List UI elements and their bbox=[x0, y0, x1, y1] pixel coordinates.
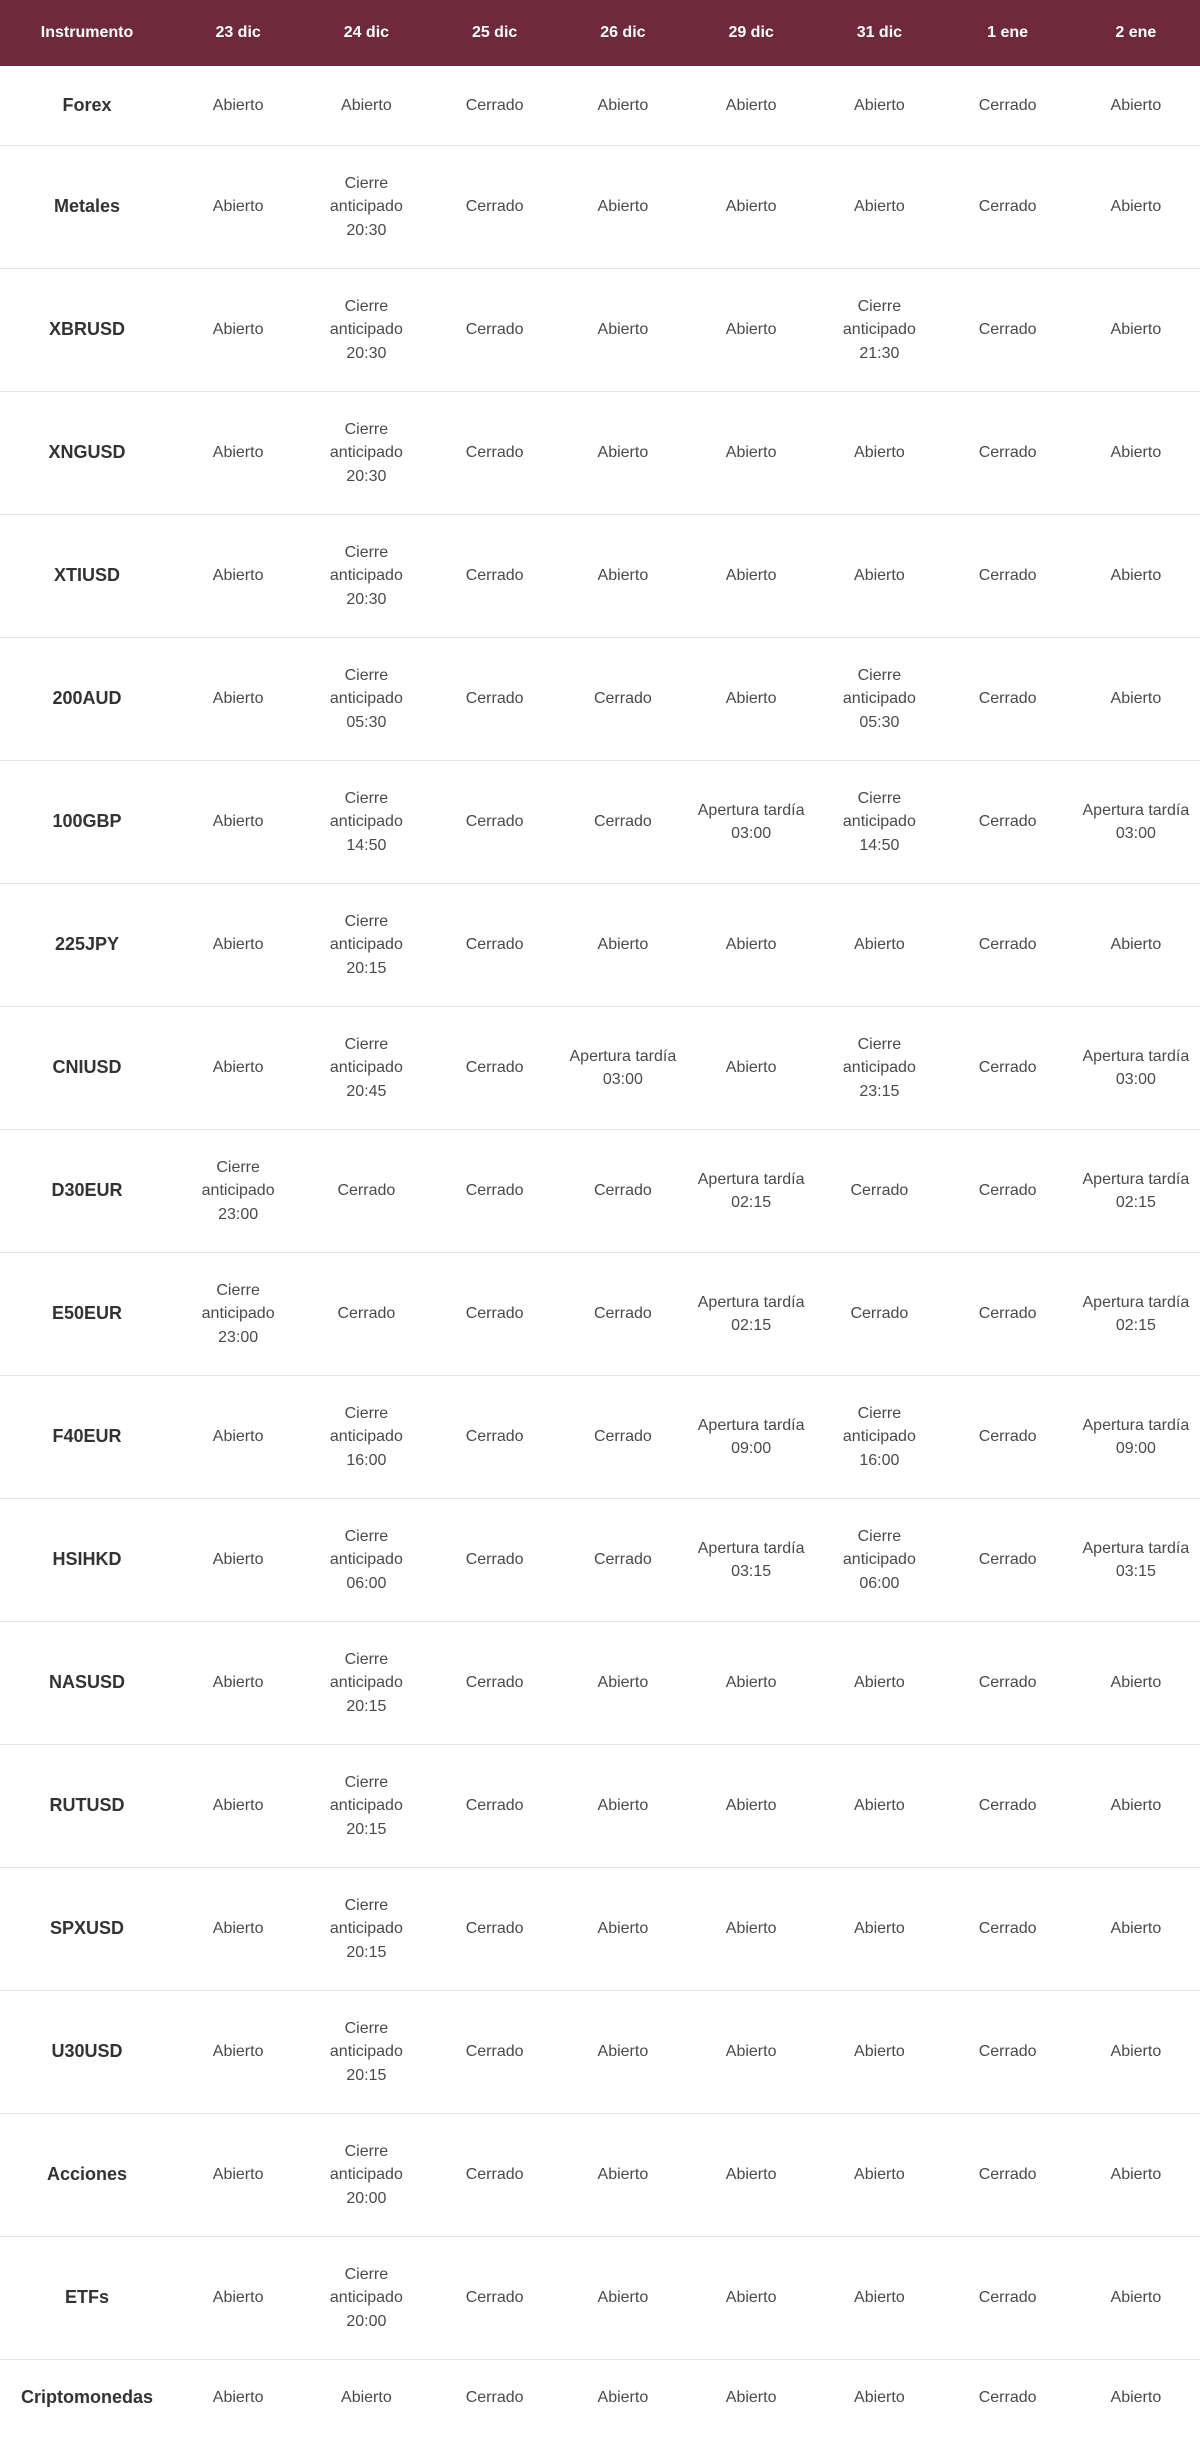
schedule-cell: Cerrado bbox=[944, 1499, 1072, 1622]
instrument-name: NASUSD bbox=[0, 1622, 174, 1745]
schedule-cell: Cerrado bbox=[944, 515, 1072, 638]
schedule-cell: Abierto bbox=[1072, 638, 1200, 761]
instrument-name: RUTUSD bbox=[0, 1745, 174, 1868]
schedule-cell: Abierto bbox=[815, 66, 943, 146]
schedule-cell: Abierto bbox=[687, 638, 815, 761]
instrument-name: Metales bbox=[0, 146, 174, 269]
schedule-cell: Abierto bbox=[687, 1622, 815, 1745]
schedule-cell: Cerrado bbox=[944, 1622, 1072, 1745]
column-header-date: 2 ene bbox=[1072, 0, 1200, 66]
table-row bbox=[0, 2237, 1200, 2360]
schedule-cell: Abierto bbox=[559, 1991, 687, 2114]
schedule-cell: Abierto bbox=[1072, 1622, 1200, 1745]
instrument-name: CNIUSD bbox=[0, 1007, 174, 1130]
schedule-cell: Cerrado bbox=[431, 638, 559, 761]
schedule-cell: Cerrado bbox=[944, 1253, 1072, 1376]
schedule-cell: Abierto bbox=[174, 269, 302, 392]
schedule-cell: Abierto bbox=[174, 884, 302, 1007]
column-header-date: 29 dic bbox=[687, 0, 815, 66]
column-header-date: 24 dic bbox=[302, 0, 430, 66]
instrument-name: 225JPY bbox=[0, 884, 174, 1007]
schedule-cell: Abierto bbox=[174, 1499, 302, 1622]
schedule-cell: Cierre anticipado 21:30 bbox=[815, 269, 943, 392]
table-row bbox=[0, 1745, 1200, 1868]
instrument-name: SPXUSD bbox=[0, 1868, 174, 1991]
schedule-cell: Cerrado bbox=[944, 761, 1072, 884]
schedule-cell: Abierto bbox=[1072, 515, 1200, 638]
schedule-cell: Abierto bbox=[559, 1868, 687, 1991]
schedule-cell: Cerrado bbox=[431, 1253, 559, 1376]
schedule-cell: Abierto bbox=[687, 515, 815, 638]
schedule-cell: Abierto bbox=[559, 269, 687, 392]
schedule-cell: Apertura tardía 03:15 bbox=[1072, 1499, 1200, 1622]
table-row bbox=[0, 146, 1200, 269]
schedule-cell: Abierto bbox=[687, 269, 815, 392]
schedule-cell: Cerrado bbox=[431, 1745, 559, 1868]
schedule-cell: Apertura tardía 02:15 bbox=[687, 1253, 815, 1376]
schedule-cell: Cierre anticipado 20:30 bbox=[302, 146, 430, 269]
schedule-cell: Abierto bbox=[174, 1991, 302, 2114]
schedule-cell: Cierre anticipado 23:00 bbox=[174, 1130, 302, 1253]
schedule-cell: Apertura tardía 03:00 bbox=[1072, 1007, 1200, 1130]
table-row bbox=[0, 1991, 1200, 2114]
schedule-cell: Abierto bbox=[559, 2114, 687, 2237]
instrument-name: XTIUSD bbox=[0, 515, 174, 638]
instrument-name: D30EUR bbox=[0, 1130, 174, 1253]
schedule-cell: Cierre anticipado 14:50 bbox=[815, 761, 943, 884]
table-row bbox=[0, 269, 1200, 392]
schedule-cell: Cerrado bbox=[978, 2389, 1037, 2407]
table-row bbox=[0, 2360, 1200, 2437]
schedule-cell: Abierto bbox=[174, 66, 302, 146]
schedule-cell: Cerrado bbox=[431, 1622, 559, 1745]
schedule-cell: Cerrado bbox=[944, 884, 1072, 1007]
schedule-cell: Abierto bbox=[1072, 1745, 1200, 1868]
schedule-cell: Abierto bbox=[174, 1868, 302, 1991]
schedule-cell: Apertura tardía 02:15 bbox=[1072, 1130, 1200, 1253]
schedule-cell: Cerrado bbox=[944, 392, 1072, 515]
schedule-cell: Abierto bbox=[1072, 1991, 1200, 2114]
schedule-cell: Abierto bbox=[174, 761, 302, 884]
instrument-name: ETFs bbox=[0, 2237, 174, 2360]
schedule-cell: Abierto bbox=[174, 146, 302, 269]
schedule-cell: Cerrado bbox=[431, 2237, 559, 2360]
schedule-cell: Abierto bbox=[174, 515, 302, 638]
schedule-cell: Cerrado bbox=[559, 1499, 687, 1622]
schedule-cell: Apertura tardía 03:00 bbox=[1072, 761, 1200, 884]
schedule-cell: Cierre anticipado 20:00 bbox=[302, 2114, 430, 2237]
schedule-cell: Cerrado bbox=[944, 2237, 1072, 2360]
schedule-cell: Abierto bbox=[174, 1745, 302, 1868]
schedule-cell: Cierre anticipado 20:30 bbox=[302, 515, 430, 638]
schedule-cell: Abierto bbox=[687, 66, 815, 146]
schedule-cell: Apertura tardía 03:15 bbox=[687, 1499, 815, 1622]
schedule-cell: Apertura tardía 03:00 bbox=[687, 761, 815, 884]
schedule-cell: Cerrado bbox=[559, 1376, 687, 1499]
schedule-cell: Cerrado bbox=[431, 1991, 559, 2114]
schedule-cell: Abierto bbox=[815, 1622, 943, 1745]
schedule-cell: Abierto bbox=[174, 1007, 302, 1130]
table-row bbox=[0, 1499, 1200, 1622]
instrument-name: U30USD bbox=[0, 1991, 174, 2114]
schedule-cell: Abierto bbox=[687, 2114, 815, 2237]
column-header-date: 26 dic bbox=[559, 0, 687, 66]
schedule-cell: Cierre anticipado 23:15 bbox=[815, 1007, 943, 1130]
table-row bbox=[0, 66, 1200, 146]
instrument-name: Criptomonedas bbox=[20, 2387, 153, 2408]
schedule-cell: Apertura tardía 03:00 bbox=[559, 1007, 687, 1130]
schedule-cell: Abierto bbox=[559, 392, 687, 515]
table-row bbox=[0, 1622, 1200, 1745]
schedule-cell: Abierto bbox=[1072, 146, 1200, 269]
table-row bbox=[0, 761, 1200, 884]
schedule-cell: Cierre anticipado 14:50 bbox=[302, 761, 430, 884]
column-header-instrument: Instrumento bbox=[0, 0, 174, 66]
instrument-name: XNGUSD bbox=[0, 392, 174, 515]
schedule-cell: Cerrado bbox=[431, 884, 559, 1007]
schedule-cell: Abierto bbox=[687, 392, 815, 515]
schedule-cell: Apertura tardía 02:15 bbox=[687, 1130, 815, 1253]
header-row bbox=[0, 0, 1200, 66]
schedule-cell: Cierre anticipado 05:30 bbox=[302, 638, 430, 761]
schedule-cell: Apertura tardía 09:00 bbox=[1072, 1376, 1200, 1499]
table-body bbox=[0, 66, 1200, 2436]
schedule-cell: Abierto bbox=[174, 2114, 302, 2237]
schedule-cell: Abierto bbox=[341, 2389, 392, 2407]
schedule-cell: Cierre anticipado 20:15 bbox=[302, 884, 430, 1007]
schedule-cell: Abierto bbox=[1072, 884, 1200, 1007]
column-header-date: 31 dic bbox=[815, 0, 943, 66]
instrument-name: Acciones bbox=[0, 2114, 174, 2237]
schedule-cell: Abierto bbox=[174, 1376, 302, 1499]
schedule-cell: Abierto bbox=[815, 392, 943, 515]
schedule-cell: Abierto bbox=[815, 146, 943, 269]
schedule-cell: Cerrado bbox=[465, 2389, 524, 2407]
schedule-cell: Cerrado bbox=[431, 1130, 559, 1253]
schedule-cell: Abierto bbox=[687, 884, 815, 1007]
schedule-cell: Cierre anticipado 20:45 bbox=[302, 1007, 430, 1130]
schedule-cell: Abierto bbox=[597, 2389, 649, 2407]
table-row bbox=[0, 884, 1200, 1007]
table-row bbox=[0, 1253, 1200, 1376]
schedule-cell: Abierto bbox=[302, 66, 430, 146]
schedule-cell: Abierto bbox=[815, 884, 943, 1007]
instrument-name: 100GBP bbox=[0, 761, 174, 884]
schedule-cell: Abierto bbox=[174, 392, 302, 515]
table-row bbox=[0, 1007, 1200, 1130]
schedule-cell: Cierre anticipado 16:00 bbox=[815, 1376, 943, 1499]
table-row bbox=[0, 2114, 1200, 2237]
schedule-cell: Cierre anticipado 20:15 bbox=[302, 1991, 430, 2114]
schedule-cell: Abierto bbox=[1072, 2114, 1200, 2237]
table-header bbox=[0, 0, 1200, 66]
schedule-cell: Apertura tardía 09:00 bbox=[687, 1376, 815, 1499]
instrument-name: HSIHKD bbox=[0, 1499, 174, 1622]
schedule-cell: Cerrado bbox=[944, 269, 1072, 392]
schedule-cell: Abierto bbox=[559, 66, 687, 146]
schedule-cell: Cerrado bbox=[431, 761, 559, 884]
schedule-cell: Abierto bbox=[687, 1745, 815, 1868]
schedule-cell: Abierto bbox=[1072, 66, 1200, 146]
schedule-cell: Cerrado bbox=[944, 2114, 1072, 2237]
schedule-cell: Cierre anticipado 20:15 bbox=[302, 1868, 430, 1991]
schedule-cell: Abierto bbox=[559, 884, 687, 1007]
schedule-cell: Cerrado bbox=[559, 1253, 687, 1376]
table-row bbox=[0, 1376, 1200, 1499]
schedule-cell: Cerrado bbox=[431, 2114, 559, 2237]
schedule-cell: Cerrado bbox=[302, 1130, 430, 1253]
schedule-cell: Cerrado bbox=[944, 1376, 1072, 1499]
schedule-cell: Cerrado bbox=[431, 1499, 559, 1622]
schedule-cell: Cierre anticipado 20:00 bbox=[302, 2237, 430, 2360]
schedule-cell: Abierto bbox=[815, 2237, 943, 2360]
schedule-cell: Cierre anticipado 06:00 bbox=[302, 1499, 430, 1622]
schedule-cell: Abierto bbox=[815, 1991, 943, 2114]
column-header-date: 23 dic bbox=[174, 0, 302, 66]
table-row bbox=[0, 1130, 1200, 1253]
table-row bbox=[0, 392, 1200, 515]
column-header-date: 1 ene bbox=[944, 0, 1072, 66]
schedule-cell: Cierre anticipado 20:15 bbox=[302, 1622, 430, 1745]
schedule-cell: Abierto bbox=[559, 515, 687, 638]
schedule-cell: Abierto bbox=[559, 1622, 687, 1745]
schedule-cell: Cerrado bbox=[944, 1868, 1072, 1991]
schedule-cell: Cerrado bbox=[431, 146, 559, 269]
schedule-cell: Cerrado bbox=[944, 638, 1072, 761]
schedule-cell: Cierre anticipado 20:30 bbox=[302, 392, 430, 515]
schedule-cell: Abierto bbox=[815, 1868, 943, 1991]
schedule-cell: Cerrado bbox=[815, 1130, 943, 1253]
schedule-cell: Abierto bbox=[1072, 269, 1200, 392]
schedule-cell: Abierto bbox=[174, 2237, 302, 2360]
schedule-cell: Cerrado bbox=[944, 146, 1072, 269]
table-row bbox=[0, 1868, 1200, 1991]
schedule-cell: Cierre anticipado 23:00 bbox=[174, 1253, 302, 1376]
column-header-date: 25 dic bbox=[431, 0, 559, 66]
schedule-cell: Cerrado bbox=[431, 392, 559, 515]
schedule-cell: Cierre anticipado 20:30 bbox=[302, 269, 430, 392]
schedule-cell: Abierto bbox=[174, 638, 302, 761]
schedule-cell: Cerrado bbox=[431, 1007, 559, 1130]
schedule-cell: Cerrado bbox=[944, 1007, 1072, 1130]
instrument-name: 200AUD bbox=[0, 638, 174, 761]
instrument-name: F40EUR bbox=[0, 1376, 174, 1499]
schedule-cell: Cerrado bbox=[431, 1868, 559, 1991]
schedule-cell: Cerrado bbox=[944, 1745, 1072, 1868]
schedule-cell: Cierre anticipado 05:30 bbox=[815, 638, 943, 761]
schedule-cell: Abierto bbox=[559, 146, 687, 269]
schedule-cell: Cerrado bbox=[431, 1376, 559, 1499]
schedule-cell: Apertura tardía 02:15 bbox=[1072, 1253, 1200, 1376]
schedule-cell: Abierto bbox=[1072, 392, 1200, 515]
schedule-cell: Abierto bbox=[815, 515, 943, 638]
schedule-cell: Cerrado bbox=[559, 1130, 687, 1253]
instrument-name: E50EUR bbox=[0, 1253, 174, 1376]
schedule-cell: Abierto bbox=[687, 146, 815, 269]
schedule-cell: Cerrado bbox=[944, 1991, 1072, 2114]
instrument-name: XBRUSD bbox=[0, 269, 174, 392]
schedule-cell: Abierto bbox=[1110, 2389, 1162, 2407]
schedule-cell: Cierre anticipado 16:00 bbox=[302, 1376, 430, 1499]
schedule-cell: Abierto bbox=[725, 2389, 777, 2407]
schedule-cell: Abierto bbox=[815, 2114, 943, 2237]
schedule-cell: Abierto bbox=[212, 2389, 264, 2407]
schedule-cell: Cerrado bbox=[944, 1130, 1072, 1253]
schedule-cell: Abierto bbox=[1072, 1868, 1200, 1991]
schedule-cell: Cerrado bbox=[431, 269, 559, 392]
schedule-cell: Abierto bbox=[174, 1622, 302, 1745]
schedule-cell: Abierto bbox=[559, 1745, 687, 1868]
schedule-cell: Abierto bbox=[687, 1868, 815, 1991]
schedule-cell: Cierre anticipado 20:15 bbox=[302, 1745, 430, 1868]
schedule-cell: Cerrado bbox=[944, 66, 1072, 146]
table-row bbox=[0, 515, 1200, 638]
schedule-cell: Cerrado bbox=[431, 66, 559, 146]
table-row bbox=[0, 638, 1200, 761]
schedule-cell: Abierto bbox=[1072, 2237, 1200, 2360]
schedule-cell: Abierto bbox=[854, 2389, 905, 2407]
schedule-cell: Abierto bbox=[559, 2237, 687, 2360]
schedule-cell: Cierre anticipado 06:00 bbox=[815, 1499, 943, 1622]
schedule-cell: Abierto bbox=[815, 1745, 943, 1868]
schedule-cell: Abierto bbox=[687, 1991, 815, 2114]
schedule-cell: Abierto bbox=[687, 2237, 815, 2360]
schedule-cell: Cerrado bbox=[302, 1253, 430, 1376]
schedule-cell: Cerrado bbox=[431, 515, 559, 638]
schedule-cell: Abierto bbox=[687, 1007, 815, 1130]
instrument-name: Forex bbox=[0, 66, 174, 146]
schedule-cell: Cerrado bbox=[559, 761, 687, 884]
schedule-cell: Cerrado bbox=[559, 638, 687, 761]
schedule-cell: Cerrado bbox=[815, 1253, 943, 1376]
